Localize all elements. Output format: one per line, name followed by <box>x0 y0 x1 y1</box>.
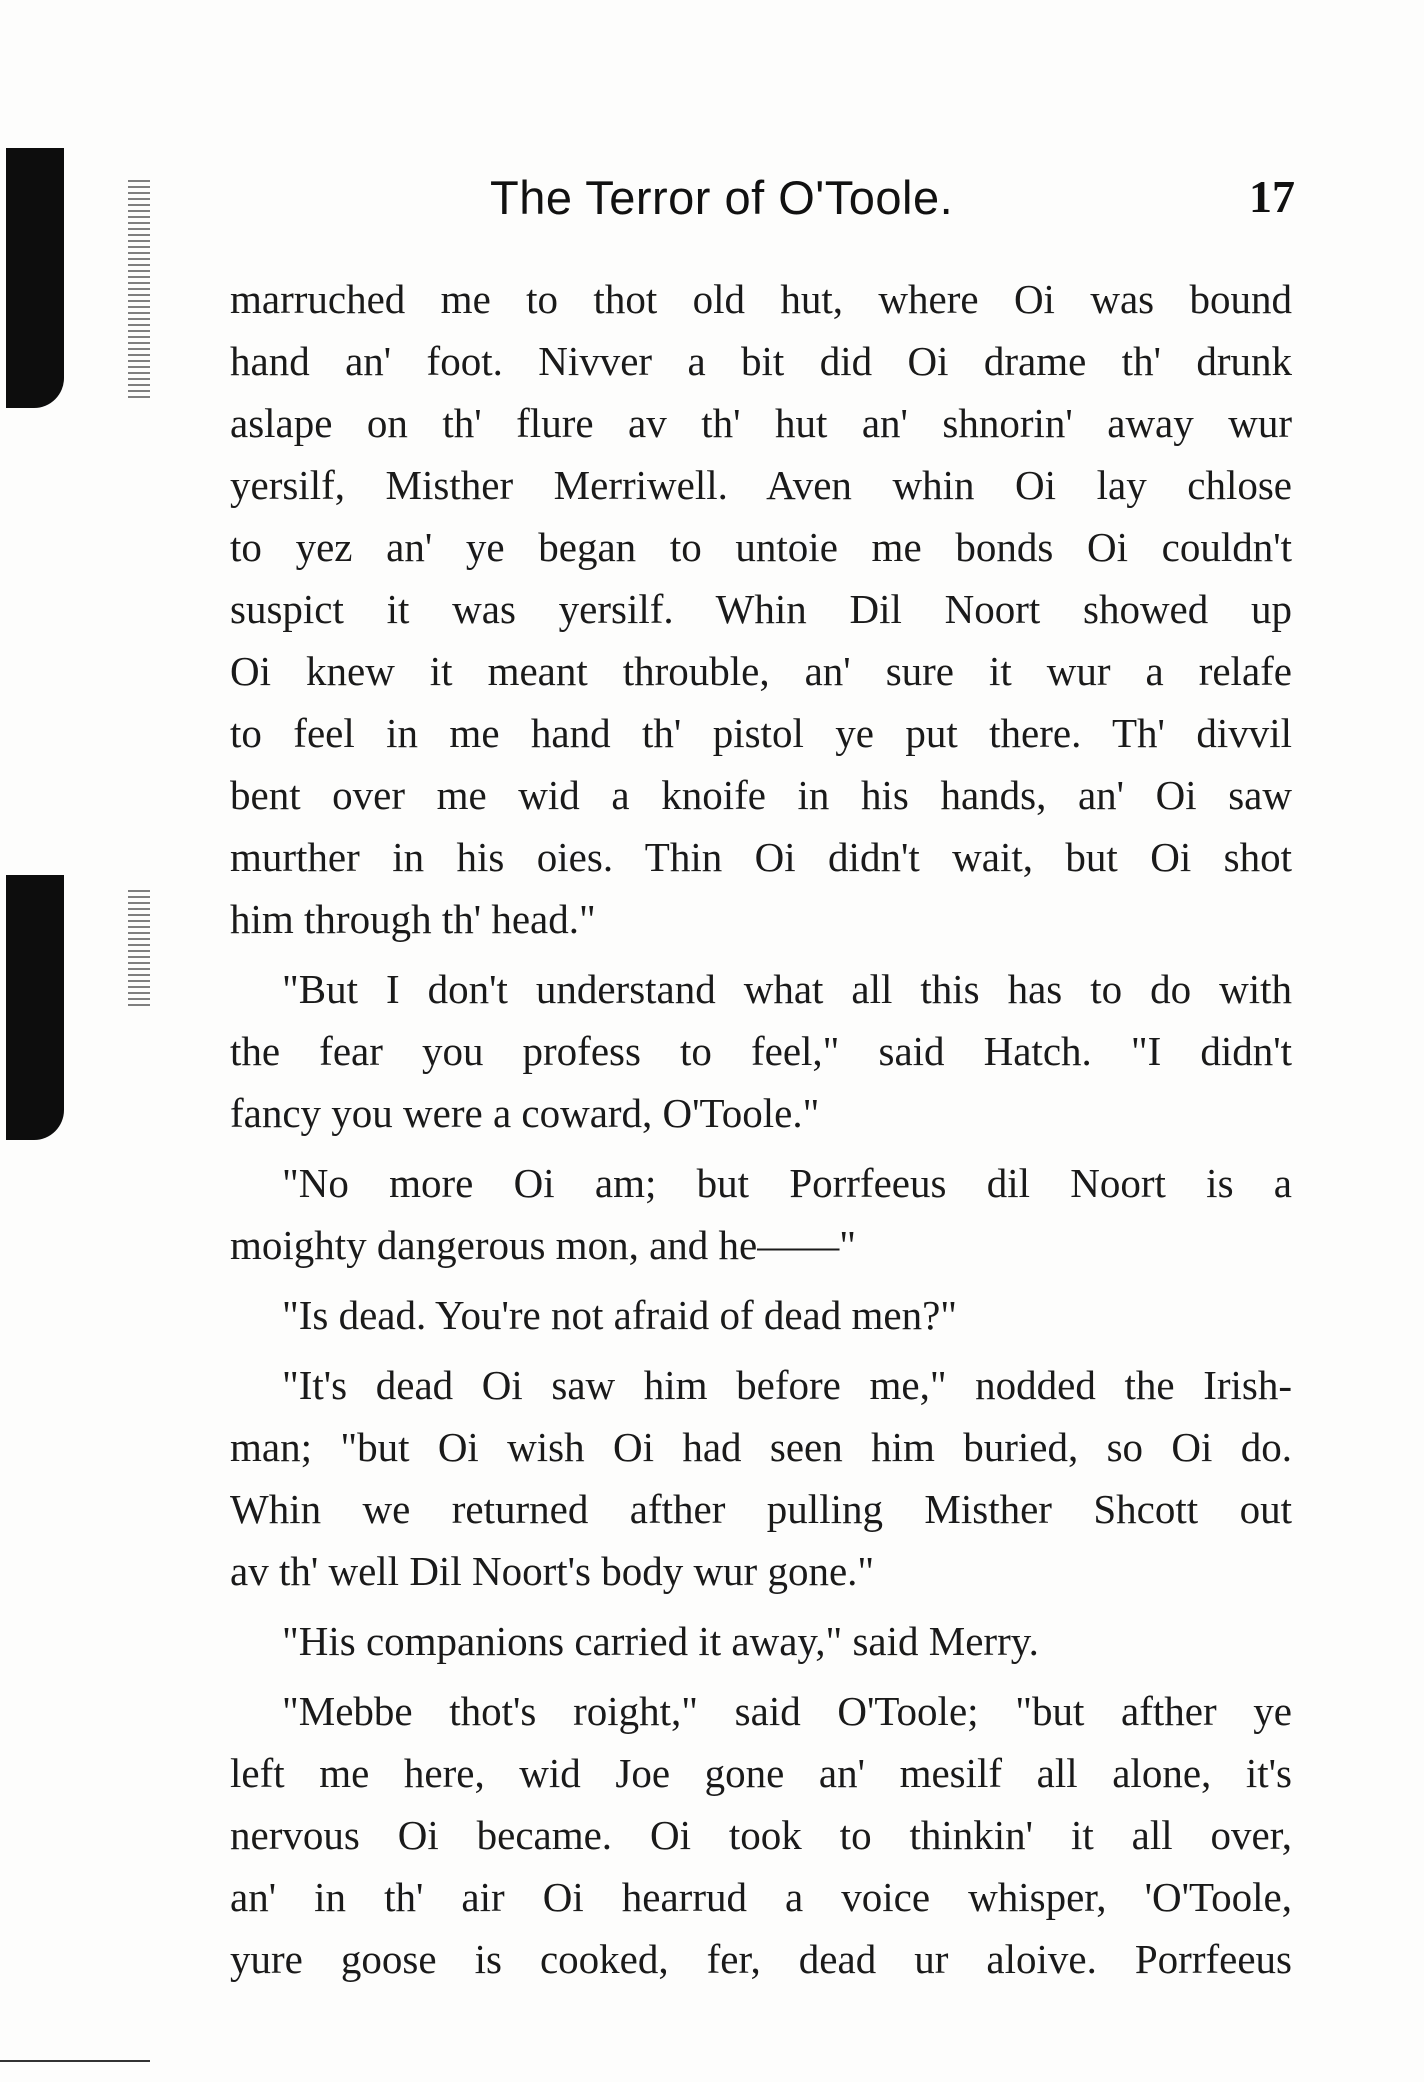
scan-binding-shadow <box>6 875 64 1140</box>
text-line: the fear you profess to feel," said Hatch. "I didn't <box>230 1028 1292 1074</box>
text-line: Oi knew it meant throuble, an' sure it wur a relafe <box>230 648 1292 694</box>
text-line: to feel in me hand th' pistol ye put there. Th' divvil <box>230 710 1292 756</box>
text-line: nervous Oi became. Oi took to thinkin' it all over, <box>230 1812 1292 1858</box>
text-line: left me here, wid Joe gone an' mesilf all alone, it's <box>230 1750 1292 1796</box>
text-line: aslape on th' flure av th' hut an' shnorin' away wur <box>230 400 1292 446</box>
text-line: to yez an' ye began to untoie me bonds Oi couldn't <box>230 524 1292 570</box>
scan-speckle <box>128 890 150 1010</box>
text-line: av th' well Dil Noort's body wur gone." <box>230 1548 875 1594</box>
text-line: him through th' head." <box>230 896 596 942</box>
scan-speckle <box>128 180 150 400</box>
text-line: fancy you were a coward, O'Toole." <box>230 1090 820 1136</box>
paragraph <box>230 1354 1292 1602</box>
text-line: hand an' foot. Nivver a bit did Oi drame th' drunk <box>230 338 1292 384</box>
text-line: "It's dead Oi saw him before me," nodded the Irish- <box>282 1362 1292 1408</box>
paragraph <box>230 1284 1292 1346</box>
paragraph <box>230 1680 1292 1990</box>
page-number: 17 <box>1249 171 1295 222</box>
paragraph <box>230 1610 1292 1672</box>
running-title: The Terror of O'Toole. <box>490 171 954 224</box>
text-line: yure goose is cooked, fer, dead ur aloive. Porrfeeus <box>230 1936 1292 1982</box>
text-line: suspict it was yersilf. Whin Dil Noort showed up <box>230 586 1292 632</box>
scan-binding-shadow <box>6 148 64 408</box>
text-line: moighty dangerous mon, and he——" <box>230 1222 856 1268</box>
text-line: man; "but Oi wish Oi had seen him buried, so Oi do. <box>230 1424 1292 1470</box>
text-line: murther in his oies. Thin Oi didn't wait, but Oi shot <box>230 834 1292 880</box>
text-line: marruched me to thot old hut, where Oi was bound <box>230 276 1292 322</box>
footer-rule <box>0 2060 150 2062</box>
text-line: "Mebbe thot's roight," said O'Toole; "but afther ye <box>282 1688 1292 1734</box>
text-line: "His companions carried it away," said Merry. <box>282 1618 1039 1664</box>
text-line: "But I don't understand what all this has to do with <box>282 966 1292 1012</box>
text-line: bent over me wid a knoife in his hands, an' Oi saw <box>230 772 1292 818</box>
text-line: "No more Oi am; but Porrfeeus dil Noort is a <box>282 1160 1292 1206</box>
text-line: Whin we returned afther pulling Misther Shcott out <box>230 1486 1292 1532</box>
paragraph <box>230 1152 1292 1276</box>
text-line: "Is dead. You're not afraid of dead men?" <box>282 1292 958 1338</box>
running-header <box>225 170 1295 240</box>
text-body <box>230 268 1292 1990</box>
text-line: an' in th' air Oi hearrud a voice whisper, 'O'Toole, <box>230 1874 1292 1920</box>
paragraph <box>230 958 1292 1144</box>
text-line: yersilf, Misther Merriwell. Aven whin Oi lay chlose <box>230 462 1292 508</box>
paragraph <box>230 268 1292 950</box>
